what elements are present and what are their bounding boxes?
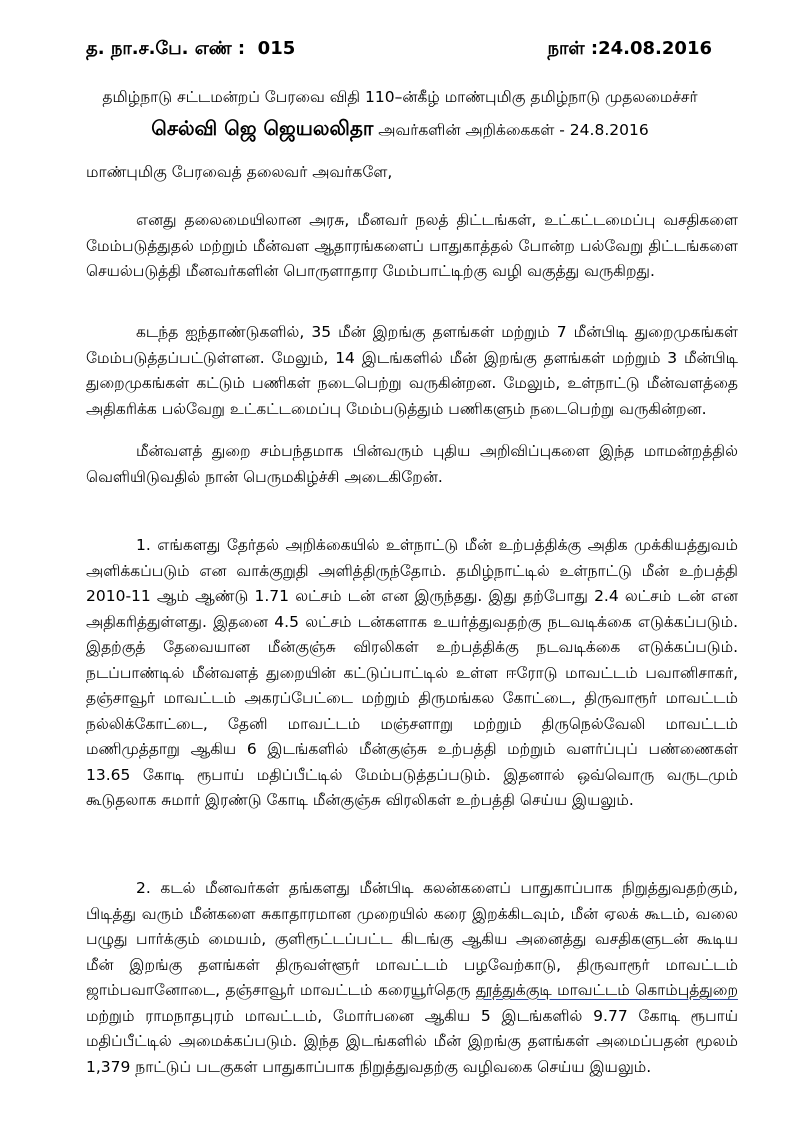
salutation: மாண்புமிகு பேரவைத் தலைவர் அவர்களே,: [86, 163, 393, 181]
paragraph-item-2: [86, 876, 738, 1080]
paragraph-item-2-part-a: 2. கடல் மீனவர்கள் தங்களது மீன்பிடி கலன்களைப் பாதுகாப்பாக நிறுத்துவதற்கும், பிடித்து வரும் மீன்களை சுகாதாரமான முறையில் கரை இறக்கிடவும், மீன் ஏலக் கூடம், வலை பழுது பார்க்கும் மையம், குளிரூட்டப்பட்ட கிடங்கு ஆகிய அனைத்து வசதிகளுடன் கூடிய மீன் இறங்கு தளங்கள் திருவள்ளூர் மாவட்டம் பழவேற்காடு, திருவாரூர் மாவட்டம் ஜாம்பவானோடை, தஞ்சாவூர் மாவட்டம் கரையூர்தெரு: [86, 879, 738, 999]
title-line-2: [40, 116, 760, 143]
date-value: 24.08.2016: [598, 38, 712, 59]
reference-label: த. நா.ச.பே. எண் :: [86, 38, 246, 59]
title-line-1: தமிழ்நாடு சட்டமன்றப் பேரவை விதி 110–ன்கீழ் மாண்புமிகு தமிழ்நாடு முதலமைச்சர்: [102, 88, 698, 106]
paragraph-announcement-intro: மீன்வளத் துறை சம்பந்தமாக பின்வரும் புதிய அறிவிப்புகளை இந்த மாமன்றத்தில் வெளியிடுவதில் நான் பெருமகிழ்ச்சி அடைகிறேன்.: [86, 442, 738, 486]
title-line-2-rest: அவர்களின் அறிக்கைகள் - 24.8.2016: [373, 121, 649, 139]
reference-value: 015: [257, 38, 296, 59]
date-label: நாள் :: [547, 38, 599, 59]
paragraph-achievements: கடந்த ஐந்தாண்டுகளில், 35 மீன் இறங்கு தளங்கள் மற்றும் 7 மீன்பிடி துறைமுகங்கள் மேம்படுத்தப்பட்டுள்ளன. மேலும், 14 இடங்களில் மீன் இறங்கு தளங்கள் மற்றும் 3 மீன்பிடி துறைமுகங்கள் கட்டும் பணிகள் நடைபெற்று வருகின்றன. மேலும், உள்நாட்டு மீன்வளத்தை அதிகரிக்க பல்வேறு உட்கட்டமைப்பு மேம்படுத்தும் பணிகளும் நடைபெற்று வருகின்றன.: [86, 323, 738, 418]
reference-number: [86, 38, 295, 61]
paragraph-intro: எனது தலைமையிலான அரசு, மீனவர் நலத் திட்டங்கள், உட்கட்டமைப்பு வசதிகளை மேம்படுத்துதல் மற்றும் மீன்வள ஆதாரங்களைப் பாதுகாத்தல் போன்ற பல்வேறு திட்டங்களை செயல்படுத்தி மீனவர்களின் பொருளாதார மேம்பாட்டிற்கு வழி வகுத்து வருகிறது.: [86, 211, 738, 280]
paragraph-item-2-part-b: மற்றும் ராமநாதபுரம் மாவட்டம், மோர்பனை ஆகிய 5 இடங்களில் 9.77 கோடி ரூபாய் மதிப்பீட்டில் அமைக்கப்படும். இந்த இடங்களில் மீன் இறங்கு தளங்கள் அமைப்பதன் மூலம் 1,379 நாட்டுப் படகுகள் பாதுகாப்பாக நிறுத்துவதற்கு வழிவகை செய்ய இயலும்.: [86, 1006, 738, 1076]
chief-minister-name: செல்வி ஜெ ஜெயலலிதா: [151, 116, 374, 140]
paragraph-item-1: 1. எங்களது தேர்தல் அறிக்கையில் உள்நாட்டு மீன் உற்பத்திக்கு அதிக முக்கியத்துவம் அளிக்கப்படும் என வாக்குறுதி அளித்திருந்தோம். தமிழ்நாட்டில் உள்நாட்டு மீன் உற்பத்தி 2010-11 ஆம் ஆண்டு 1.71 லட்சம் டன் என இருந்தது. இது தற்போது 2.4 லட்சம் டன் என அதிகரித்துள்ளது. இதனை 4.5 லட்சம் டன்களாக உயர்த்துவதற்கு நடவடிக்கை எடுக்கப்படும். இதற்குத் தேவையான மீன்குஞ்சு விரலிகள் உற்பத்திக்கு நடவடிக்கை எடுக்கப்படும். நடப்பாண்டில் மீன்வளத் துறையின் கட்டுப்பாட்டில் உள்ள ஈரோடு மாவட்டம் பவானிசாகர், தஞ்சாவூர் மாவட்டம் அகரப்பேட்டை மற்றும் திருமங்கல கோட்டை, திருவாரூர் மாவட்டம் நல்லிக்கோட்டை, தேனி மாவட்டம் மஞ்சளாறு மற்றும் திருநெல்வேலி மாவட்டம் மணிமுத்தாறு ஆகிய 6 இடங்களில் மீன்குஞ்சு உற்பத்தி மற்றும் வளர்ப்புப் பண்ணைகள் 13.65 கோடி ரூபாய் மதிப்பீட்டில் மேம்படுத்தப்படும். இதனால் ஒவ்வொரு வருடமும் கூடுதலாக சுமார் இரண்டு கோடி மீன்குஞ்சு விரலிகள் உற்பத்தி செய்ய இயலும்.: [86, 536, 738, 809]
underlined-place-name: தூத்துக்குடி மாவட்டம் கொம்புத்துறை: [475, 981, 738, 999]
document-date: [547, 38, 712, 61]
